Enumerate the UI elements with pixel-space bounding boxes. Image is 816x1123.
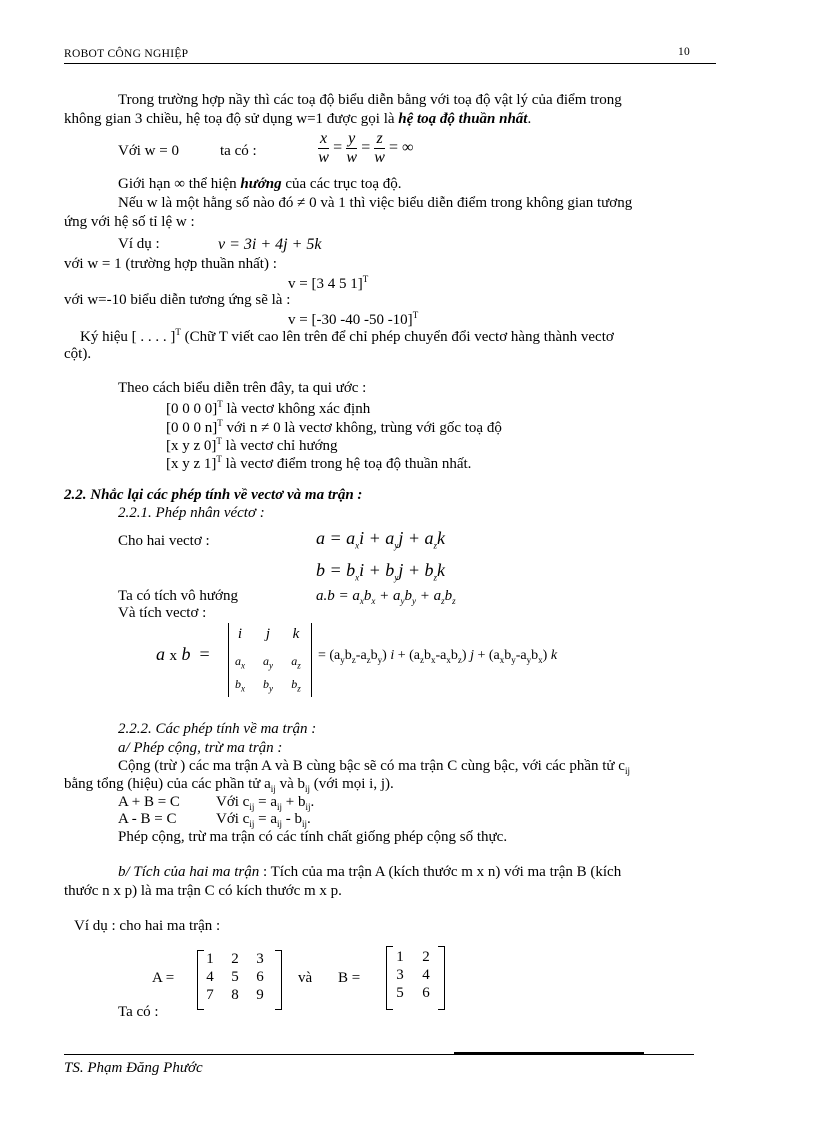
fraction-y-over-w: $\frac{y}{w}$: [346, 130, 358, 166]
matrix-cell: 8: [231, 987, 239, 1003]
paragraph-line: Ta có tích vô hướng: [118, 588, 238, 604]
paragraph-line: Ký hiệu [ . . . . ]$^T$ (Chữ T viết cao lên trên để chỉ phép chuyển đổi vectơ hàng thành vectơ: [80, 327, 614, 345]
text-run: không gian 3 chiều, hệ toạ độ sử dụng w=1 được gọi là: [64, 111, 399, 127]
emphasis-term: hướng: [240, 176, 282, 192]
sum-rule: Với $c_{ij} = a_{ij} + b_{ij}$.: [216, 794, 315, 812]
cross-product-expansion: = $(a_yb_z-a_zb_y) i + (a_zb_x-a_xb_z) j + (a_xb_y-a_yb_x)$ k: [318, 648, 558, 665]
vector-a-definition: $a = a_xi + a_yj + a_zk$: [316, 528, 445, 551]
paragraph-line: Phép cộng, trừ ma trận có các tính chất giống phép cộng số thực.: [118, 829, 508, 845]
matrix-cell: 7: [206, 987, 214, 1003]
running-header-title: ROBOT CÔNG NGHIỆP: [64, 48, 189, 60]
paragraph-line: ứng với hệ số tỉ lệ w :: [64, 214, 195, 230]
det-cell: $b_x$: [235, 677, 245, 694]
matrix-cell: 6: [422, 985, 430, 1001]
matrix-b-label: B =: [338, 970, 361, 986]
text-run: .: [527, 111, 532, 127]
vector-w10: v = [-30 -40 -50 -10]$^T$: [288, 310, 419, 328]
paragraph-line: với w = 1 (trường hợp thuần nhất) :: [64, 256, 277, 272]
paragraph-line: [64, 111, 531, 128]
paragraph-line: Trong trường hợp nầy thì các toạ độ biểu diễn bằng với toạ độ vật lý của điểm trong: [118, 92, 622, 108]
matrix-cell: 9: [256, 987, 264, 1003]
diff-rule: Với $c_{ij} = a_{ij} - b_{ij}$.: [216, 811, 311, 829]
matrix-b-right-bracket: [438, 946, 445, 1010]
det-cell: k: [292, 626, 300, 642]
fraction-z-over-w: $\frac{z}{w}$: [374, 130, 385, 166]
fraction-x-over-w: $\frac{x}{w}$: [318, 130, 329, 166]
paragraph-line: Cộng (trừ ) các ma trận A và B cùng bậc sẽ có ma trận C cùng bậc, với các phần tử $c_{ij}$: [118, 758, 630, 776]
det-cell: $b_z$: [291, 677, 301, 694]
equation-label: Với w = 0: [118, 143, 179, 159]
subsection-heading: 2.2.1. Phép nhân véctơ :: [118, 505, 265, 521]
det-cell: $a_z$: [291, 654, 301, 671]
vector-b-definition: $b = b_xi + b_yj + b_zk$: [316, 560, 445, 583]
section-heading: 2.2. Nhắc lại các phép tính về vectơ và ma trận :: [64, 487, 363, 503]
matrix-cell: 3: [396, 967, 404, 983]
matrix-cell: 3: [256, 951, 264, 967]
list-item: [0 0 0 0]$^T$ là vectơ không xác định: [166, 399, 371, 417]
paragraph-line: Cho hai vectơ :: [118, 533, 210, 549]
matrix-cell: 1: [396, 949, 404, 965]
diff-equation: A - B = C: [118, 811, 177, 827]
footer-rule-accent: [454, 1052, 644, 1054]
matrix-cell: 4: [206, 969, 214, 985]
emphasis-term: hệ toạ độ thuần nhất: [398, 111, 528, 127]
vector-equation: v = 3i + 4j + 5k: [218, 236, 322, 253]
det-cell: $b_y$: [263, 677, 273, 694]
fraction-equation: $\frac{x}{w}$ = $\frac{y}{w}$ = $\frac{z}{w}$ = ∞: [318, 130, 414, 166]
paragraph-line: Theo cách biểu diễn trên đây, ta qui ước :: [118, 380, 367, 396]
paragraph-line: bằng tổng (hiệu) của các phần tử $a_{ij}$ và $b_{ij}$ (với mọi i, j).: [64, 776, 394, 794]
subsection-heading: 2.2.2. Các phép tính về ma trận :: [118, 721, 317, 737]
subsection-heading: a/ Phép cộng, trừ ma trận :: [118, 740, 283, 756]
page-number: 10: [678, 46, 691, 58]
det-cell: i: [237, 626, 243, 642]
footer-author: TS. Phạm Đăng Phước: [64, 1060, 203, 1076]
matrix-cell: 2: [231, 951, 239, 967]
paragraph-line: Và tích vectơ :: [118, 605, 207, 621]
list-item: [x y z 1]$^T$ là vectơ điểm trong hệ toạ độ thuần nhất.: [166, 454, 472, 472]
scalar-product: $a.b = a_xb_x + a_yb_y + a_zb_z$: [316, 588, 456, 606]
paragraph-line: với w=-10 biểu diễn tương ứng sẽ là :: [64, 292, 291, 308]
matrix-cell: 2: [422, 949, 430, 965]
cross-product-lhs: a x b =: [156, 644, 210, 664]
matrix-cell: 5: [231, 969, 239, 985]
paragraph-line: Ta có :: [118, 1004, 159, 1020]
matrix-a-label: A =: [152, 970, 175, 986]
list-item: [0 0 0 n]$^T$ với n ≠ 0 là vectơ không, trùng với gốc toạ độ: [166, 418, 502, 436]
det-cell: $a_y$: [263, 654, 273, 671]
det-cell: j: [265, 626, 271, 642]
matrix-cell: 6: [256, 969, 264, 985]
header-rule: [64, 63, 716, 64]
matrix-cell: 1: [206, 951, 214, 967]
equation-taco: ta có :: [220, 143, 257, 159]
paragraph-line: cột).: [64, 346, 92, 362]
matrix-a-right-bracket: [275, 950, 282, 1010]
matrix-cell: 4: [422, 967, 430, 983]
matrix-cell: 5: [396, 985, 404, 1001]
example-label: Ví dụ :: [118, 236, 160, 252]
paragraph-line: Ví dụ : cho hai ma trận :: [74, 918, 221, 934]
paragraph-line: thước n x p) là ma trận C có kích thước m x p.: [64, 883, 342, 899]
vector-w1: v = [3 4 5 1]$^T$: [288, 274, 369, 292]
paragraph-line: Nếu w là một hằng số nào đó ≠ 0 và 1 thì việc biểu diễn điểm trong không gian tương: [118, 195, 633, 211]
footer-rule: [64, 1054, 694, 1055]
paragraph-line: Giới hạn ∞ thể hiện hướng của các trục toạ độ.: [118, 176, 402, 192]
det-cell: $a_x$: [235, 654, 245, 671]
paragraph-line: b/ Tích của hai ma trận : Tích của ma trận A (kích thước m x n) với ma trận B (kích: [118, 864, 622, 880]
sum-equation: A + B = C: [118, 794, 180, 810]
list-item: [x y z 0]$^T$ là vectơ chỉ hướng: [166, 436, 338, 454]
conjunction: và: [298, 970, 313, 986]
